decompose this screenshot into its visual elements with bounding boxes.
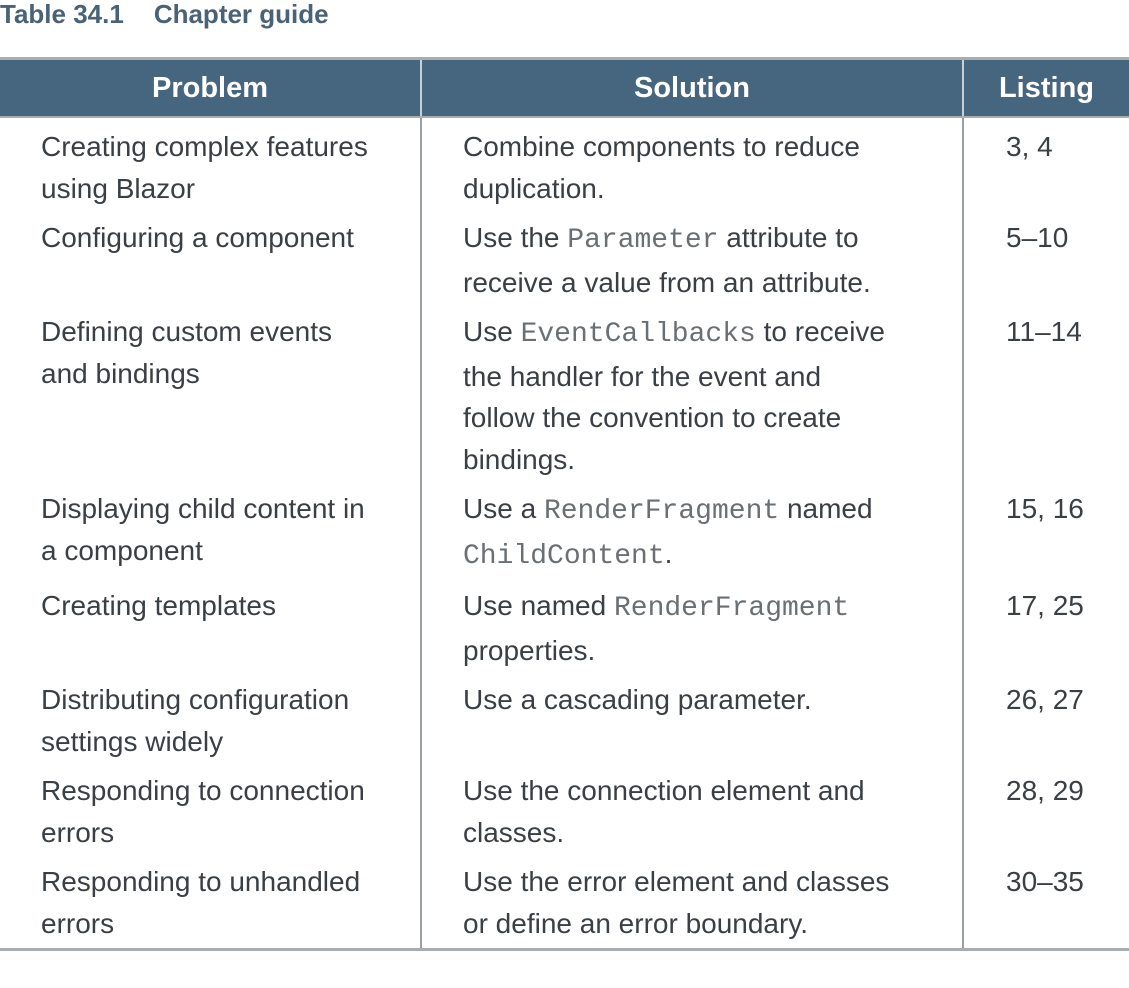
problem-line: a component: [41, 534, 203, 566]
problem-line: Creating complex features: [41, 131, 368, 162]
problem-cell: [0, 671, 421, 762]
solution-line: [463, 397, 962, 439]
solution-text: receive a value from an attribute.: [463, 266, 871, 298]
header-listing: Listing: [963, 60, 1129, 117]
listing-cell: 28, 29: [963, 762, 1129, 853]
problem-cell: [0, 209, 421, 303]
solution-text: .: [664, 537, 673, 569]
table-row: [0, 303, 1129, 480]
table-row: [0, 762, 1129, 853]
code-term: EventCallbacks: [520, 319, 756, 350]
solution-cell: [421, 671, 963, 762]
header-row: [0, 60, 1129, 117]
solution-cell: [421, 117, 963, 209]
solution-line: [463, 311, 962, 356]
solution-text: classes.: [463, 816, 565, 848]
problem-line: settings widely: [41, 725, 224, 757]
solution-cell: [421, 577, 963, 671]
table-caption: [0, 0, 329, 34]
listing-cell: 30–35: [963, 853, 1129, 950]
solution-line: [463, 168, 962, 210]
solution-line: [463, 439, 962, 481]
solution-text: Use the: [463, 222, 568, 253]
code-term: RenderFragment: [613, 593, 850, 624]
problem-line: Distributing configuration: [41, 684, 350, 715]
listing-cell: 11–14: [963, 303, 1129, 480]
solution-cell: [421, 480, 963, 577]
solution-cell: [421, 762, 963, 853]
solution-text: the handler for the event and: [463, 360, 822, 392]
solution-text: Use a cascading parameter.: [463, 684, 812, 715]
solution-line: [463, 217, 962, 262]
solution-line: [463, 812, 962, 854]
solution-text: Use: [463, 316, 521, 347]
problem-line: and bindings: [41, 357, 200, 389]
problem-line: Responding to unhandled: [41, 866, 361, 897]
solution-text: attribute to: [718, 222, 859, 253]
chapter-guide-table: [0, 60, 1129, 951]
problem-line: Displaying child content in: [41, 493, 365, 524]
solution-line: [463, 533, 962, 578]
table-row: [0, 209, 1129, 303]
problem-line: errors: [41, 816, 115, 848]
listing-cell: 5–10: [963, 209, 1129, 303]
table-row: [0, 671, 1129, 762]
solution-text: or define an error boundary.: [463, 907, 809, 939]
solution-text: to receive: [755, 316, 885, 347]
table-number: Table 34.1: [0, 0, 124, 29]
solution-line: [463, 488, 962, 533]
solution-cell: [421, 303, 963, 480]
solution-text: Use named: [463, 590, 614, 621]
code-term: Parameter: [567, 225, 719, 256]
problem-cell: [0, 853, 421, 950]
solution-text: follow the convention to create: [463, 402, 842, 433]
problem-line: Creating templates: [41, 590, 277, 621]
listing-cell: 26, 27: [963, 671, 1129, 762]
problem-line: Responding to connection: [41, 775, 365, 806]
solution-line: [463, 903, 962, 945]
solution-text: properties.: [463, 634, 596, 666]
solution-cell: [421, 209, 963, 303]
problem-line: Defining custom events: [41, 316, 333, 347]
code-term: ChildContent: [463, 540, 665, 572]
solution-text: duplication.: [463, 172, 605, 204]
problem-cell: [0, 303, 421, 480]
solution-text: bindings.: [463, 443, 576, 475]
code-term: RenderFragment: [543, 496, 780, 527]
listing-cell: 15, 16: [963, 480, 1129, 577]
solution-text: Use the error element and classes: [463, 866, 890, 897]
solution-line: [463, 861, 962, 903]
problem-line: using Blazor: [41, 172, 196, 204]
listing-cell: 17, 25: [963, 577, 1129, 671]
solution-line: [463, 630, 962, 672]
solution-line: [463, 126, 962, 168]
solution-text: Use a: [463, 493, 544, 524]
table-row: [0, 480, 1129, 577]
header-problem: Problem: [0, 60, 421, 117]
table-title: Chapter guide: [153, 0, 329, 29]
problem-cell: [0, 577, 421, 671]
listing-cell: 3, 4: [963, 117, 1129, 209]
problem-line: errors: [41, 907, 115, 939]
solution-text: named: [779, 493, 873, 524]
solution-line: [463, 585, 962, 630]
solution-line: [463, 262, 962, 304]
table-row: [0, 853, 1129, 950]
header-solution: Solution: [421, 60, 963, 117]
problem-cell: [0, 762, 421, 853]
table-row: [0, 117, 1129, 209]
solution-line: [463, 679, 962, 721]
solution-line: [463, 770, 962, 812]
problem-cell: [0, 117, 421, 209]
problem-line: Configuring a component: [41, 222, 354, 253]
problem-cell: [0, 480, 421, 577]
solution-cell: [421, 853, 963, 950]
solution-text: Combine components to reduce: [463, 131, 860, 162]
solution-text: Use the connection element and: [463, 775, 865, 806]
table-row: [0, 577, 1129, 671]
solution-line: [463, 356, 962, 398]
